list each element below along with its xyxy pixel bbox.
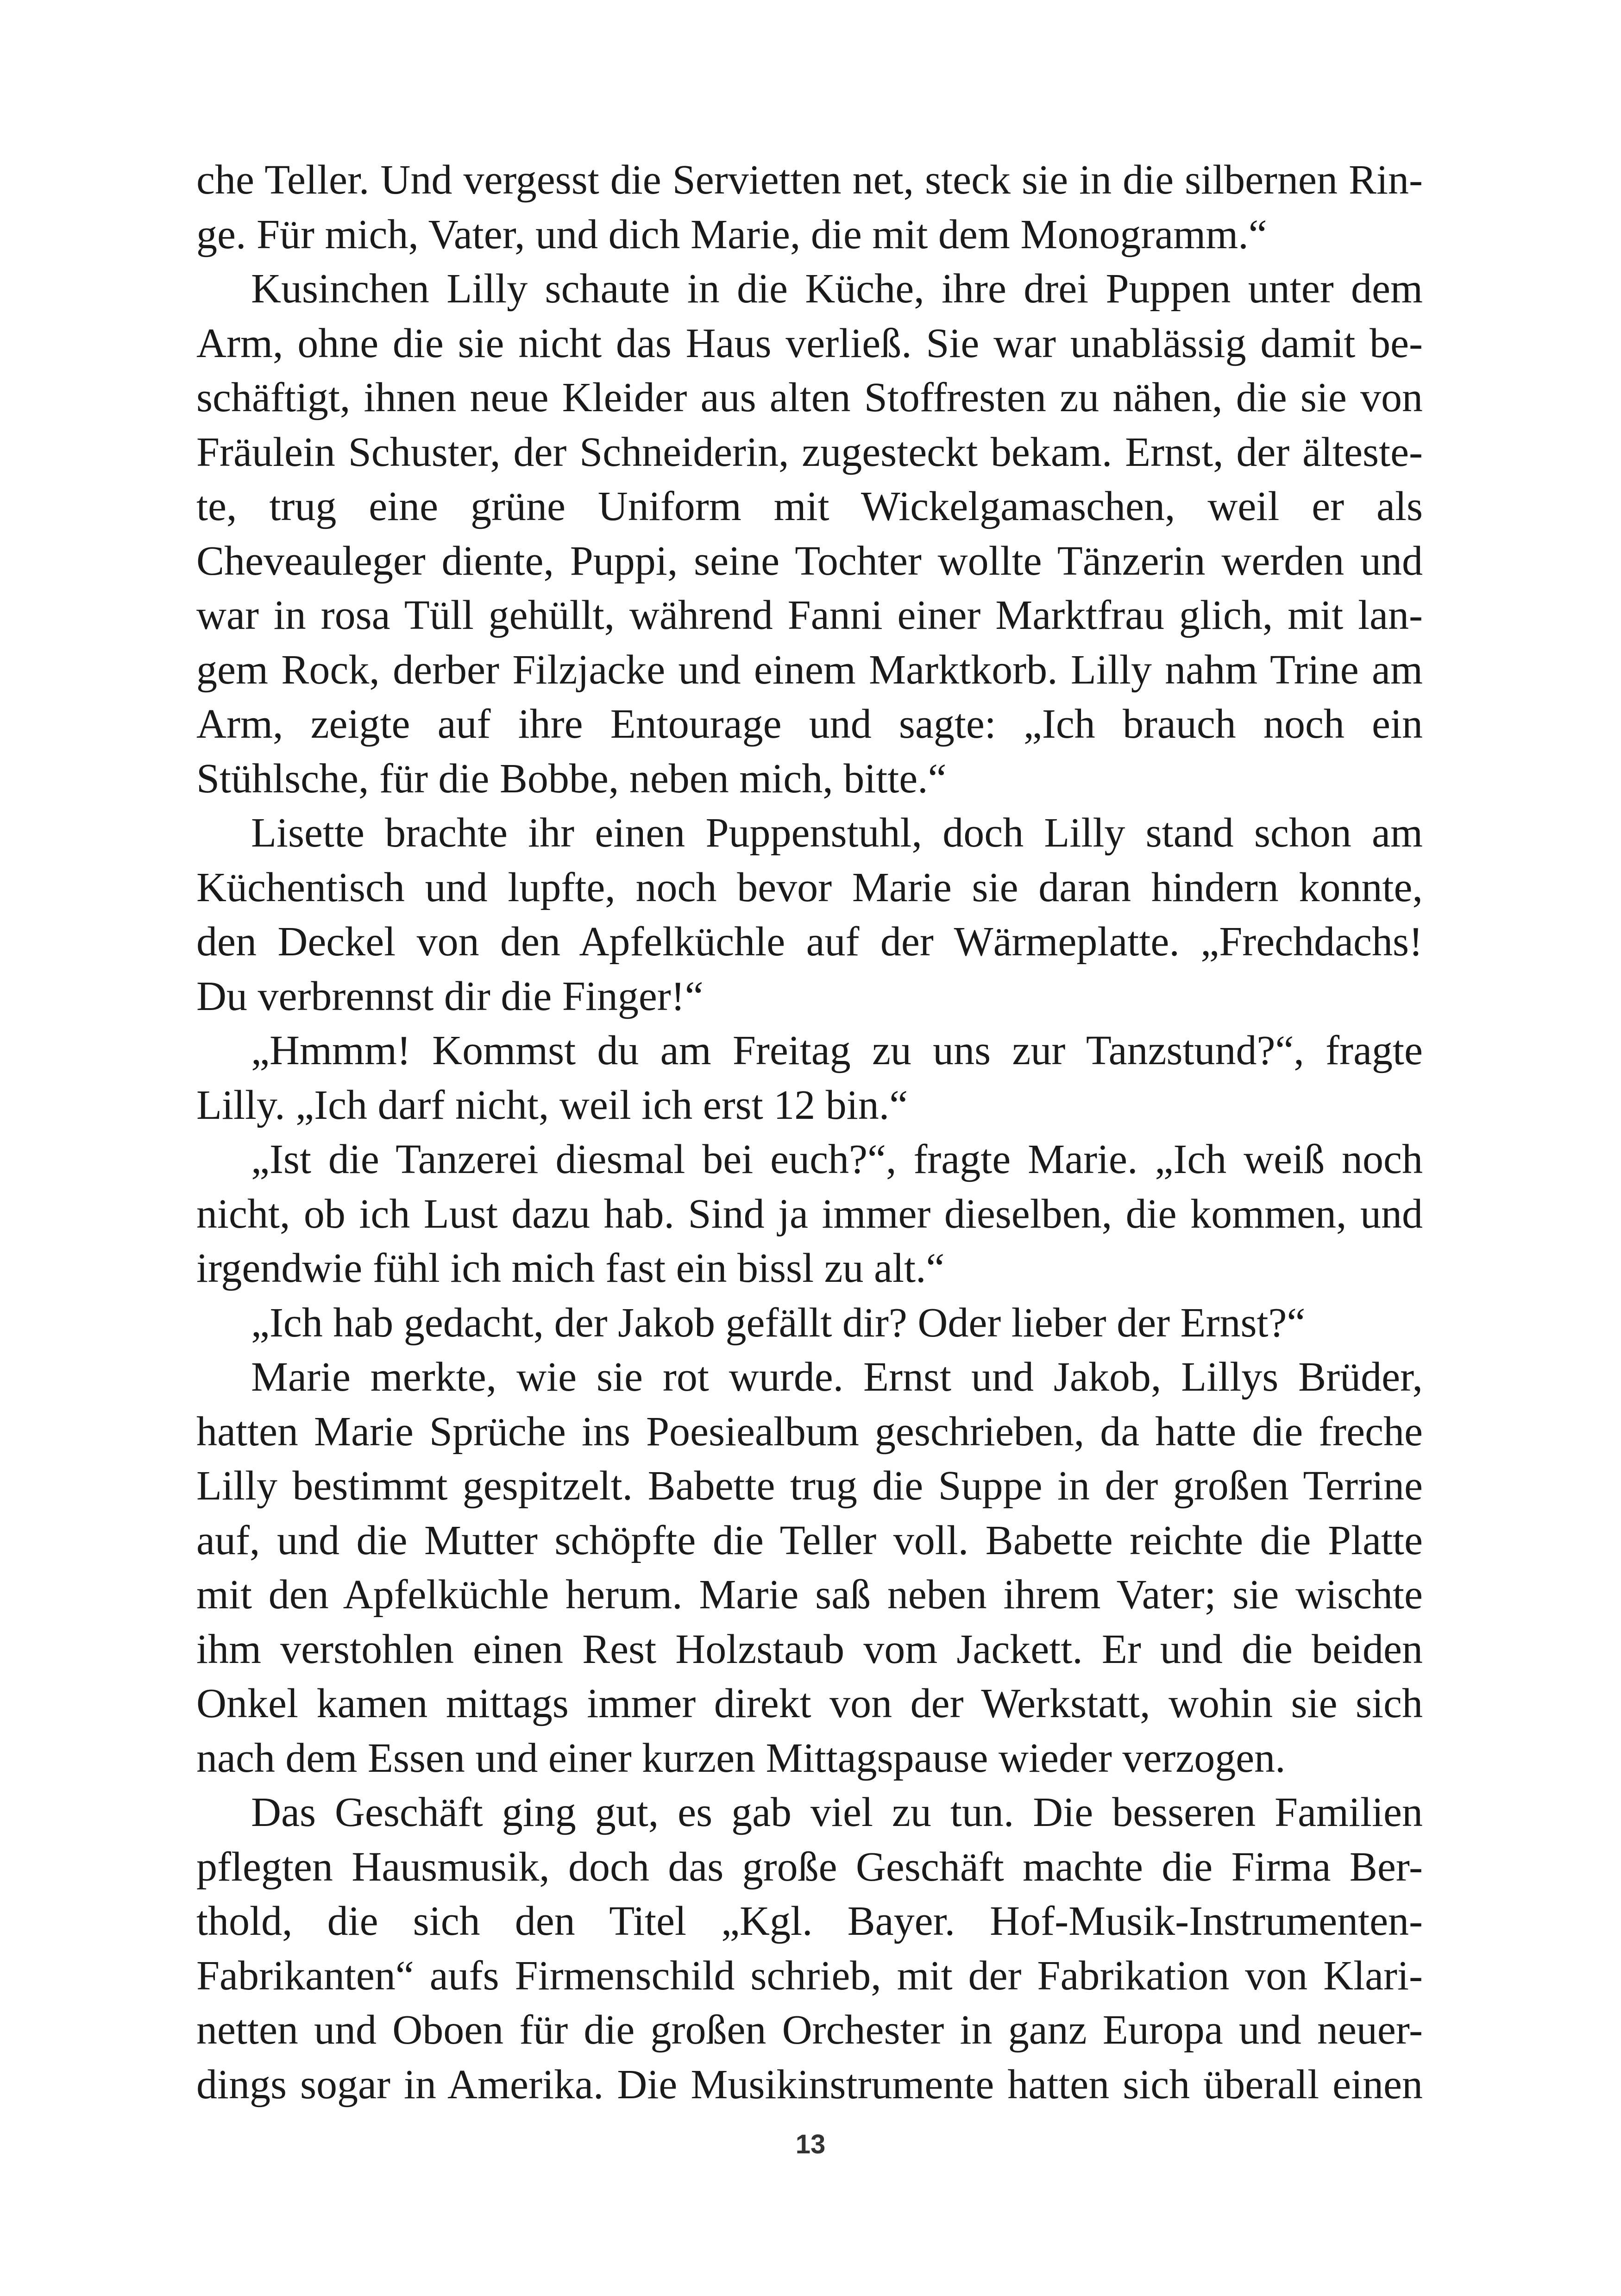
text-line: irgendwie fühl ich mich fast ein bissl zu alt.“ [196,1245,945,1291]
text-line: „Ich hab gedacht, der Jakob gefällt dir? Oder lieber der Ernst?“ [251,1299,1306,1346]
text-line: mit den Apfelküchle herum. Marie saß neben ihrem Vater; sie wischte [196,1572,1423,1618]
text-line: gem Rock, derber Filzjacke und einem Marktkorb. Lilly nahm Trine am [196,646,1423,693]
text-line: Fräulein Schuster, der Schneiderin, zugesteckt bekam. Ernst, der älteste- [196,429,1423,475]
text-line: nach dem Essen und einer kurzen Mittagspause wieder verzogen. [196,1735,1286,1781]
text-line: Arm, zeigte auf ihre Entourage und sagte: „Ich brauch noch ein [196,701,1423,747]
body-text [196,153,1423,2112]
text-line: war in rosa Tüll gehüllt, während Fanni einer Marktfrau glich, mit lan- [196,592,1423,638]
text-line: Lisette brachte ihr einen Puppenstuhl, doch Lilly stand schon am [251,810,1423,856]
text-line: Stühlsche, für die Bobbe, neben mich, bitte.“ [196,755,947,802]
text-line: che Teller. Und vergesst die Servietten net, steck sie in die silbernen Rin- [196,157,1423,203]
text-line: den Deckel von den Apfelküchle auf der Wärmeplatte. „Frechdachs! [196,919,1423,965]
text-line: „Hmmm! Kommst du am Freitag zu uns zur Tanzstund?“, fragte [251,1028,1423,1073]
text-line: Du verbrennst dir die Finger!“ [196,973,704,1019]
text-line: Arm, ohne die sie nicht das Haus verließ. Sie war unablässig damit be- [196,320,1423,366]
text-line: auf, und die Mutter schöpfte die Teller voll. Babette reichte die Platte [196,1517,1423,1563]
text-line: Cheveauleger diente, Puppi, seine Tochter wollte Tänzerin werden und [196,538,1423,584]
text-line: ihm verstohlen einen Rest Holzstaub vom Jackett. Er und die beiden [196,1626,1423,1672]
text-line: thold, die sich den Titel „Kgl. Bayer. Hof-Musik-Instrumenten- [196,1898,1423,1944]
text-line: nicht, ob ich Lust dazu hab. Sind ja immer dieselben, die kommen, und [196,1191,1423,1237]
text-line: pflegten Hausmusik, doch das große Geschäft machte die Firma Ber- [196,1844,1423,1890]
text-line: Onkel kamen mittags immer direkt von der Werkstatt, wohin sie sich [196,1681,1423,1726]
page-number: 13 [795,2129,826,2159]
text-line: dings sogar in Amerika. Die Musikinstrumente hatten sich überall einen [196,2061,1423,2108]
text-line: schäftigt, ihnen neue Kleider aus alten Stoffresten zu nähen, die sie von [196,375,1423,420]
text-line: Fabrikanten“ aufs Firmenschild schrieb, mit der Fabrikation von Klari- [196,1952,1423,1999]
text-line: Küchentisch und lupfte, noch bevor Marie sie daran hindern konnte, [196,864,1423,910]
text-line: ge. Für mich, Vater, und dich Marie, die mit dem Monogramm.“ [196,211,1267,257]
text-line: Lilly bestimmt gespitzelt. Babette trug die Suppe in der großen Terrine [196,1463,1423,1509]
text-line: hatten Marie Sprüche ins Poesiealbum geschrieben, da hatte die freche [196,1408,1423,1455]
text-line: Lilly. „Ich darf nicht, weil ich erst 12 bin.“ [196,1082,908,1128]
text-line: netten und Oboen für die großen Orchester in ganz Europa und neuer- [196,2007,1423,2053]
text-line: Marie merkte, wie sie rot wurde. Ernst und Jakob, Lillys Brüder, [251,1354,1423,1400]
text-line: Das Geschäft ging gut, es gab viel zu tun. Die besseren Familien [251,1789,1423,1835]
text-line: Kusinchen Lilly schaute in die Küche, ihre drei Puppen unter dem [251,266,1423,312]
text-line: „Ist die Tanzerei diesmal bei euch?“, fragte Marie. „Ich weiß noch [251,1136,1423,1182]
text-line: te, trug eine grüne Uniform mit Wickelgamaschen, weil er als [196,483,1423,529]
